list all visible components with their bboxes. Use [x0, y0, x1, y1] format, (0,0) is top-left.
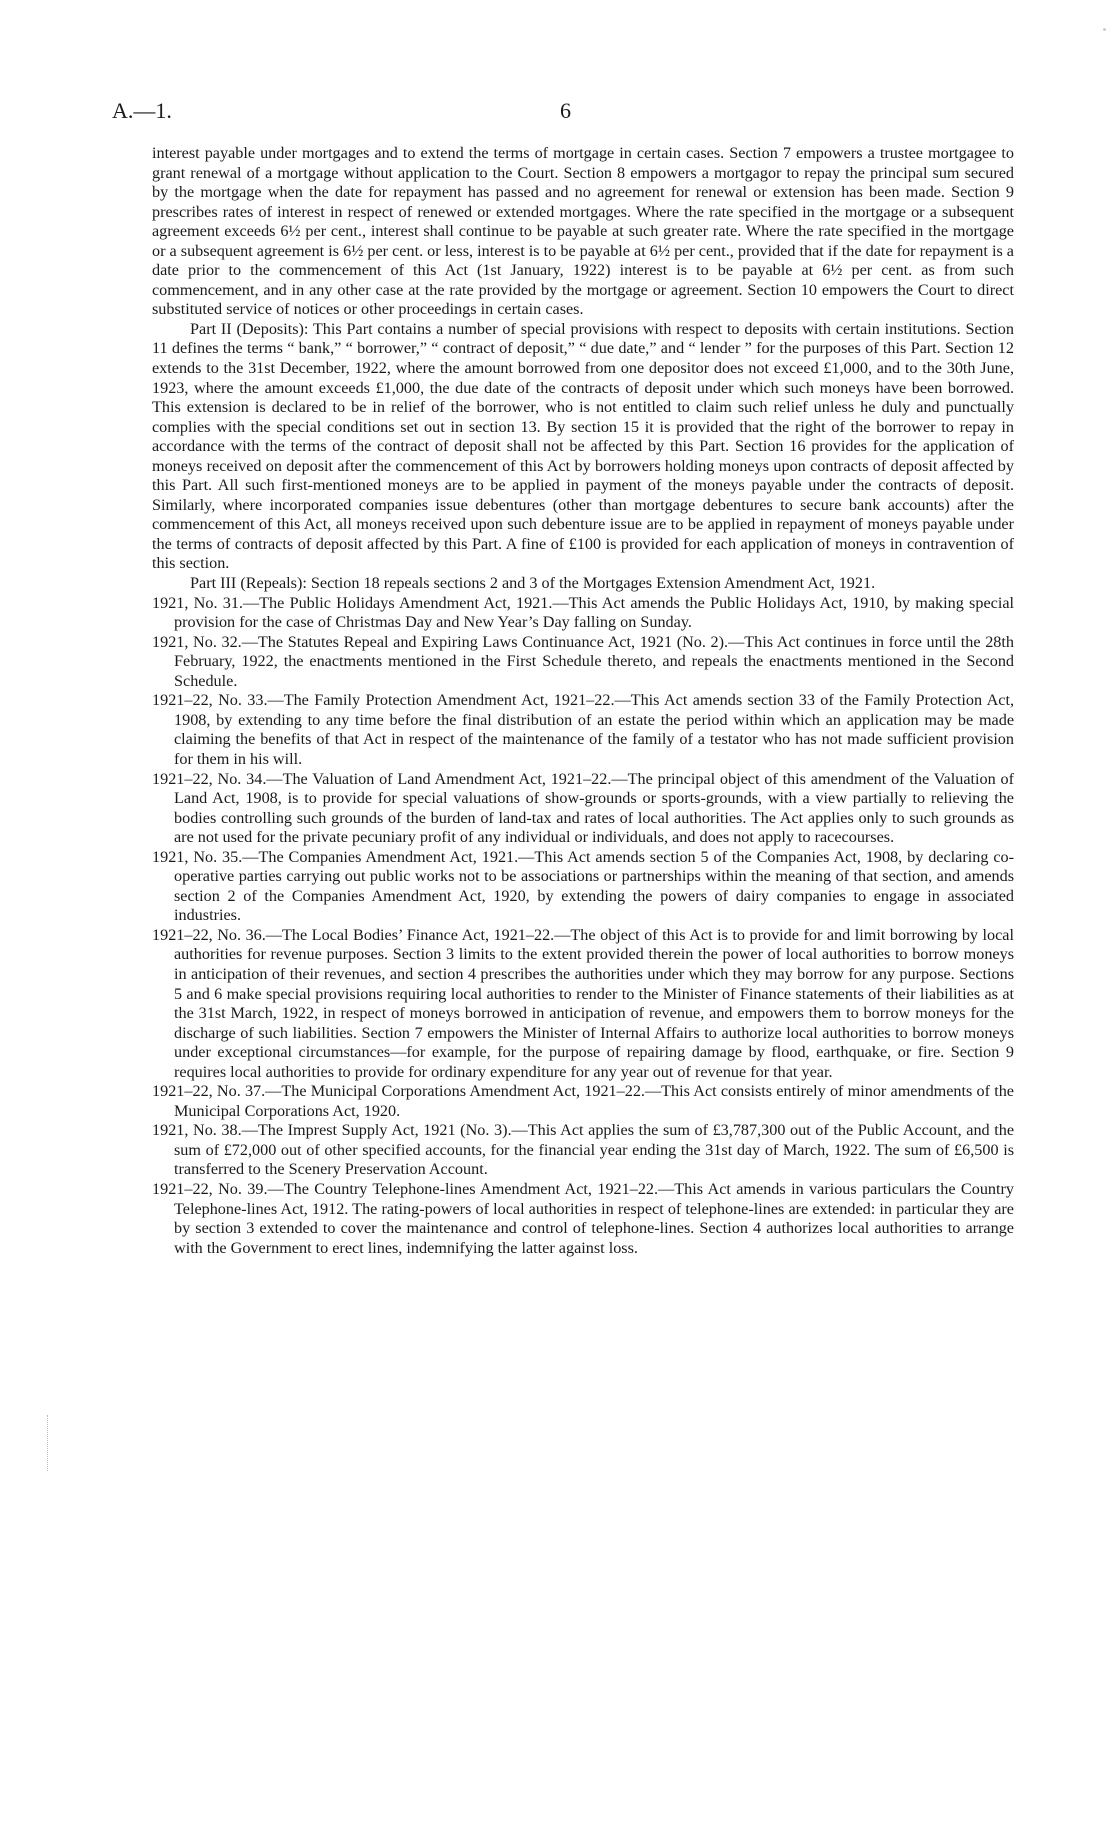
page-number: 6	[560, 98, 571, 123]
margin-mark	[47, 1415, 54, 1471]
page-header	[112, 98, 1042, 128]
act-entry-31: 1921, No. 31.—The Public Holidays Amendment Act, 1921.—This Act amends the Public Holidays Act, 1910, by making special provision for the case of Christmas Day and New Year’s Day falling on Sunday.	[152, 593, 1014, 632]
paragraph-part-ii: Part II (Deposits): This Part contains a number of special provisions with respect to deposits with certain institutions. Section 11 defines the terms “ bank,” “ borrower,” “ contract of deposit,” “ due date,” and “ lender ” for the purposes of this Part. Section 12 extends to the 31st December, 1922, where the amount borrowed from one depositor does not exceed £1,000, and to the 30th June, 1923, where the amount exceeds £1,000, the due date of the contracts of deposit under which such moneys have been borrowed. This extension is declared to be in relief of the borrower, who is not entitled to claim such relief unless he duly and punctually complies with the special conditions set out in section 13. By section 15 it is provided that the right of the borrower to repay in accordance with the terms of the contract of deposit shall not be affected by this Part. Section 16 provides for the application of moneys received on deposit after the commencement of this Act by borrowers holding moneys upon contracts of deposit affected by this Part. All such first-mentioned moneys are to be applied in payment of the moneys payable under the contracts of deposit. Similarly, where incorporated companies issue debentures (other than mortgage debentures to secure bank accounts) after the commencement of this Act, all moneys received upon such debenture issue are to be applied in repayment of moneys payable under the terms of contracts of deposit affected by this Part. A fine of £100 is provided for each application of moneys in contravention of this section.	[152, 319, 1014, 573]
act-entry-35: 1921, No. 35.—The Companies Amendment Act, 1921.—This Act amends section 5 of the Companies Act, 1908, by declaring co-operative parties carrying out public works not to be associations or partnerships within the meaning of that section, and amends section 2 of the Companies Amendment Act, 1920, by extending the powers of dairy companies to engage in associated industries.	[152, 847, 1014, 925]
act-entry-36: 1921–22, No. 36.—The Local Bodies’ Finance Act, 1921–22.—The object of this Act is to provide for and limit borrowing by local authorities for revenue purposes. Section 3 limits to the extent provided therein the power of local authorities to borrow moneys in anticipation of their revenues, and section 4 prescribes the authorities under which they may borrow for any purpose. Sections 5 and 6 make special provisions requiring local authorities to render to the Minister of Finance statements of their liabilities as at the 31st March, 1922, in respect of moneys borrowed in anticipation of revenue, and empowers them to borrow moneys for the discharge of such liabilities. Section 7 empowers the Minister of Internal Affairs to authorize local authorities to borrow moneys under exceptional circumstances—for example, for the purpose of repairing damage by flood, earthquake, or fire. Section 9 requires local authorities to provide for ordinary expenditure for any year out of revenue for that year.	[152, 925, 1014, 1081]
act-entry-33: 1921–22, No. 33.—The Family Protection Amendment Act, 1921–22.—This Act amends section 33 of the Family Protection Act, 1908, by extending to any time before the final distribution of an estate the period within which an application may be made claiming the benefits of that Act in respect of the maintenance of the family of a testator who has not made sufficient provision for them in his will.	[152, 691, 1014, 768]
page-body	[152, 144, 1014, 1258]
act-entry-38: 1921, No. 38.—The Imprest Supply Act, 1921 (No. 3).—This Act applies the sum of £3,787,300 out of the Public Account, and the sum of £72,000 out of other specified accounts, for the financial year ending the 31st day of March, 1922. The sum of £6,500 is transferred to the Scenery Preservation Account.	[152, 1121, 1014, 1179]
paragraph-part-iii: Part III (Repeals): Section 18 repeals sections 2 and 3 of the Mortgages Extension Amendment Act, 1921.	[190, 574, 876, 593]
act-entry-39: 1921–22, No. 39.—The Country Telephone-lines Amendment Act, 1921–22.—This Act amends in various particulars the Country Telephone-lines Act, 1912. The rating-powers of local authorities in respect of telephone-lines are extended: in particular they are by section 3 extended to cover the maintenance and control of telephone-lines. Section 4 authorizes local authorities to arrange with the Government to erect lines, indemnifying the latter against loss.	[152, 1179, 1014, 1257]
act-entry-34: 1921–22, No. 34.—The Valuation of Land Amendment Act, 1921–22.—The principal object of this amendment of the Valuation of Land Act, 1908, is to provide for special valuations of show-grounds or sports-grounds, with a view partially to relieving the bodies controlling such grounds of the burden of land-tax and rates of local authorities. The Act applies only to such grounds as are not used for the private pecuniary profit of any individual or individuals, and does not apply to racecourses.	[152, 769, 1014, 847]
act-entry-32: 1921, No. 32.—The Statutes Repeal and Expiring Laws Continuance Act, 1921 (No. 2).—This Act continues in force until the 28th February, 1922, the enactments mentioned in the First Schedule thereto, and repeals the enactments mentioned in the Second Schedule.	[152, 632, 1014, 690]
document-reference: A.—1.	[112, 98, 172, 123]
scan-speck	[1103, 28, 1106, 31]
act-entry-37: 1921–22, No. 37.—The Municipal Corporations Amendment Act, 1921–22.—This Act consists entirely of minor amendments of the Municipal Corporations Act, 1920.	[152, 1082, 1014, 1120]
paragraph-continuation: interest payable under mortgages and to extend the terms of mortgage in certain cases. Section 7 empowers a trustee mortgagee to grant renewal of a mortgage without application to the Court. Section 8 empowers a mortgagor to repay the principal sum secured by the mortgage when the date for repayment has passed and no agreement for renewal or extension has been made. Section 9 prescribes rates of interest in respect of renewed or extended mortgages. Where the rate specified in the mortgage or a subsequent agreement exceeds 6½ per cent., interest shall continue to be payable at such greater rate. Where the rate specified in the mortgage or a subsequent agreement is 6½ per cent. or less, interest is to be payable at 6½ per cent., provided that if the date for repayment is a date prior to the commencement of this Act (1st January, 1922) interest is to be payable at 6½ per cent. as from such commencement, and in any other case at the rate provided by the mortgage or agreement. Section 10 empowers the Court to direct substituted service of notices or other proceedings in certain cases.	[152, 144, 1014, 319]
